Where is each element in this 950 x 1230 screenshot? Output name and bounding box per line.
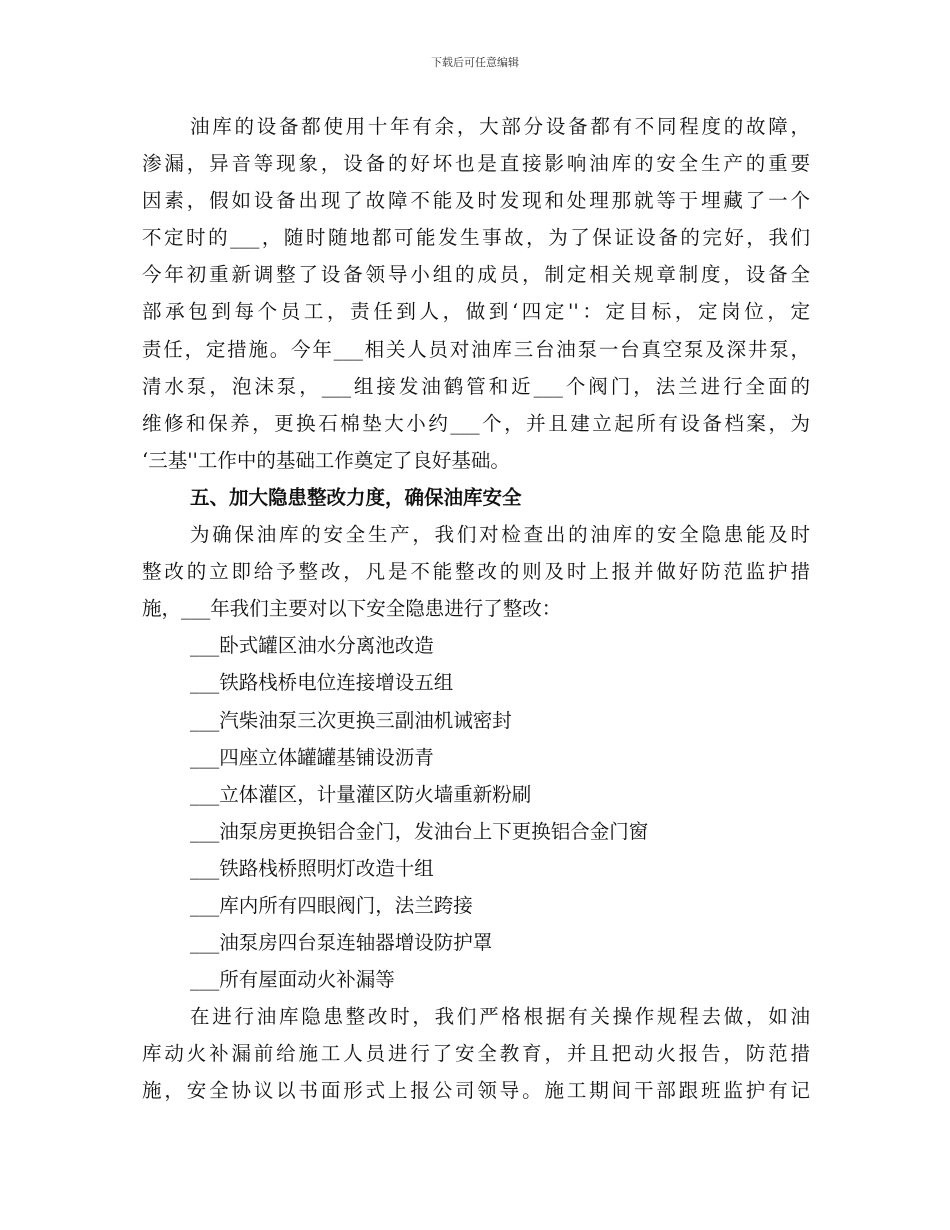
paragraph-line: 在进行油库隐患整改时，我们严格根据有关操作规程去做，如油 bbox=[190, 1005, 810, 1029]
page-header: 下载后可任意编辑 bbox=[431, 56, 519, 69]
paragraph-line: 为确保油库的安全生产，我们对检查出的油库的安全隐患能及时 bbox=[190, 523, 810, 547]
paragraph-line: 渗漏，异音等现象，设备的好坏也是直接影响油库的安全生产的重要 bbox=[142, 152, 810, 176]
paragraph-line: 整改的立即给予整改，凡是不能整改的则及时上报并做好防范监护措 bbox=[142, 560, 810, 584]
paragraph-line: 油库的设备都使用十年有余，大部分设备都有不同程度的故障， bbox=[190, 115, 810, 138]
list-item: ___立体灌区，计量灌区防火墙重新粉刷 bbox=[190, 782, 532, 806]
document-body bbox=[142, 108, 810, 1110]
paragraph-line: 不定时的___，随时随地都可能发生事故，为了保证设备的完好，我们 bbox=[142, 226, 810, 250]
paragraph-line: 库动火补漏前给施工人员进行了安全教育，并且把动火报告，防范措 bbox=[142, 1042, 810, 1066]
list-item: ___铁路栈桥电位连接增设五组 bbox=[190, 671, 454, 695]
section-heading: 五、加大隐患整改力度，确保油库安全 bbox=[190, 485, 522, 509]
paragraph-line: ‘三基''工作中的基础工作奠定了良好基础。 bbox=[142, 448, 510, 472]
paragraph-line: 因素，假如设备出现了故障不能及时发现和处理那就等于埋藏了一个 bbox=[142, 189, 810, 213]
paragraph-line: 施，___年我们主要对以下安全隐患进行了整改： bbox=[142, 597, 562, 621]
paragraph-line: 部承包到每个员工，责任到人，做到‘四定''：定目标，定岗位，定 bbox=[142, 300, 810, 324]
list-item: ___汽柴油泵三次更换三副油机诫密封 bbox=[190, 708, 512, 732]
list-item: ___所有屋面动火补漏等 bbox=[190, 968, 395, 992]
list-item: ___四座立体罐罐基铺设沥青 bbox=[190, 745, 434, 769]
list-item: ___油泵房更换铝合金门，发油台上下更换铝合金门窗 bbox=[190, 819, 649, 843]
paragraph-line: 维修和保养，更换石棉垫大小约___个，并且建立起所有设备档案，为 bbox=[142, 411, 810, 435]
list-item: ___铁路栈桥照明灯改造十组 bbox=[190, 856, 434, 880]
list-item: ___油泵房四台泵连轴器增设防护罩 bbox=[190, 931, 493, 955]
paragraph-line: 责任，定措施。今年___相关人员对油库三台油泵一台真空泵及深井泵， bbox=[142, 337, 810, 361]
paragraph-line: 施，安全协议以书面形式上报公司领导。施工期间干部跟班监护有记 bbox=[142, 1079, 810, 1103]
paragraph-line: 清水泵，泡沫泵，___组接发油鹤管和近___个阀门，法兰进行全面的 bbox=[142, 374, 810, 398]
list-item: ___卧式罐区油水分离池改造 bbox=[190, 634, 434, 658]
list-item: ___库内所有四眼阀门，法兰跨接 bbox=[190, 893, 473, 917]
paragraph-line: 今年初重新调整了设备领导小组的成员，制定相关规章制度，设备全 bbox=[142, 263, 810, 287]
